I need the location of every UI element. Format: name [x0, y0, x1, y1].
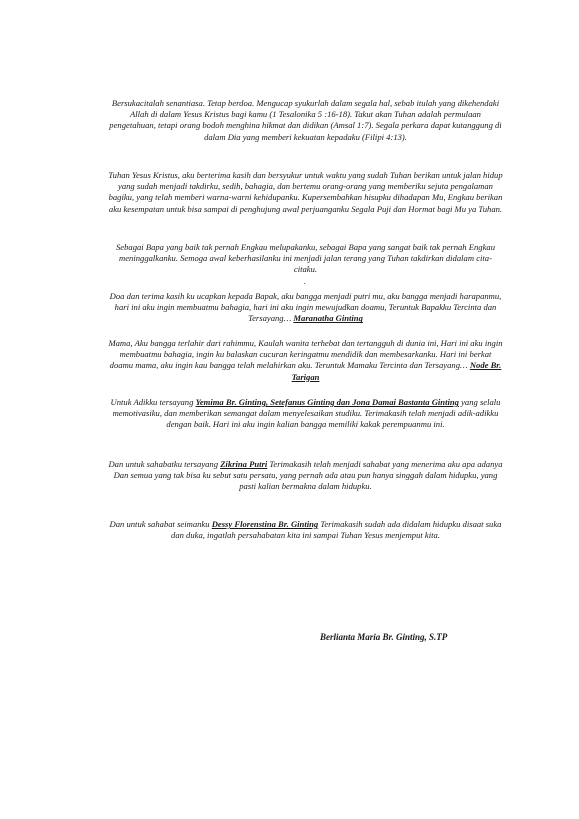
siblings-lead: Untuk Adikku tersayang: [110, 397, 194, 407]
paragraph-father: [108, 291, 503, 325]
separator-dot: .: [304, 277, 306, 286]
faith-friend-text: Terimakasih sudah ada didalam hidupku disaat suka dan duka, ingatlah persahabatan kita ini sampai Tuhan Yesus menjemput kita.: [171, 519, 502, 541]
mother-text: Mama, Aku bangga terlahir dari rahimmu, Kaulah wanita terhebat dan tertangguh di dunia ini, Hari ini aku ingin membuatmu bahagia, ingin ku balaskan cucuran keringatmu mendidik dan membesarkanku. Hari ini berkat doamu mama, aku ingin kau bangga telah melahirkan aku. Teruntuk Mamaku Tercinta dan Tersayang…: [108, 338, 503, 371]
best-friend-lead: Dan untuk sahabatku tersayang: [108, 459, 219, 469]
paragraph-father-god: [108, 242, 503, 276]
faith-friend-paragraph-body: [108, 519, 503, 541]
best-friend-text: Terimakasih telah menjadi sahabat yang menerima aku apa adanya Dan semua yang tak bisa ku sebut satu persatu, yang pernah ada atau pun hanya singgah dalam hidupku, yang pasti kalian bermakna dalam hidupku.: [113, 459, 503, 492]
father-god-text: Sebagai Bapa yang baik tak pernah Engkau melupakanku, sebagai Bapa yang sangat baik tak pernah Engkau meninggalkanku. Semoga awal keberhasilanku ini menjadi jalan terang yang Tuhan takdirkan didalam cita-citaku.: [115, 242, 495, 275]
paragraph-scripture: [108, 98, 503, 143]
thanks-god-text: Tuhan Yesus Kristus, aku berterima kasih dan bersyukur untuk waktu yang sudah Tuhan berikan untuk jalan hidup yang sudah menjadi takdirku, sedih, bahagia, dan bertemu orang-orang yang memberiku sejuta pengalaman bagiku, yang telah memberi warna-warni kehidupanku. Kupersembahkan hisupku dihadapan Mu, Engkau berikan aku kesempatan untuk bisa sampai di penghujung awal perjuanganku Segala Puji dan Hormat bagi Mu ya Tuhan.: [108, 170, 503, 214]
father-text: Doa dan terima kasih ku ucapkan kepada Bapak, aku bangga menjadi putri mu, aku bangga menjadi harapanmu, hari ini aku ingin membuatmu bahagia, hari ini aku ingin mewujudkan doamu, Teruntuk Bapakku Tercinta dan Tersayang…: [109, 291, 502, 324]
paragraph-best-friend: [108, 459, 503, 493]
paragraph-thanks-god: [108, 170, 503, 215]
siblings-names: Yemima Br. Ginting, Setefanus Ginting dan Jona Damai Bastanta Ginting: [195, 397, 459, 407]
faith-friend-name: Dessy Florenstina Br. Ginting: [211, 519, 319, 529]
mother-paragraph-body: [108, 338, 503, 383]
siblings-paragraph-body: [108, 397, 503, 431]
siblings-text: yang selalu memotivasiku, dan memberikan semangat dalam menyelesaikan studiku. Terimakasih telah menjadi adik-adikku dengan baik. Hari ini aku ingin kalian bangga memiliki kakak perempuanmu ini.: [112, 397, 501, 430]
father-paragraph-body: [108, 291, 503, 325]
best-friend-name: Zikrina Putri: [220, 459, 268, 469]
scripture-text: Bersukacitalah senantiasa. Tetap berdoa. Mengucap syukurlah dalam segala hal, sebab itulah yang dikehendaki Allah di dalam Yesus Kristus bagi kamu (1 Tesalonika 5 :16-18). Takut akan Tuhan adalah permulaan pengetahuan, tetapi orang bodoh menghina hikmat dan didikan (Amsal 1:7). Segala perkara dapat kutanggung di dalam Dia yang memberi kekuatan kepadaku (Filipi 4:13).: [109, 98, 502, 142]
paragraph-faith-friend: [108, 519, 503, 541]
faith-friend-lead: Dan untuk sahabat seimanku: [109, 519, 210, 529]
signature: Berlianta Maria Br. Ginting, S.TP: [320, 632, 448, 642]
paragraph-mother: [108, 338, 503, 383]
paragraph-siblings: [108, 397, 503, 431]
father-name: Maranatha Ginting: [293, 313, 363, 324]
mother-name: Node Br. Tarigan: [291, 360, 502, 382]
best-friend-paragraph-body: [108, 459, 503, 493]
